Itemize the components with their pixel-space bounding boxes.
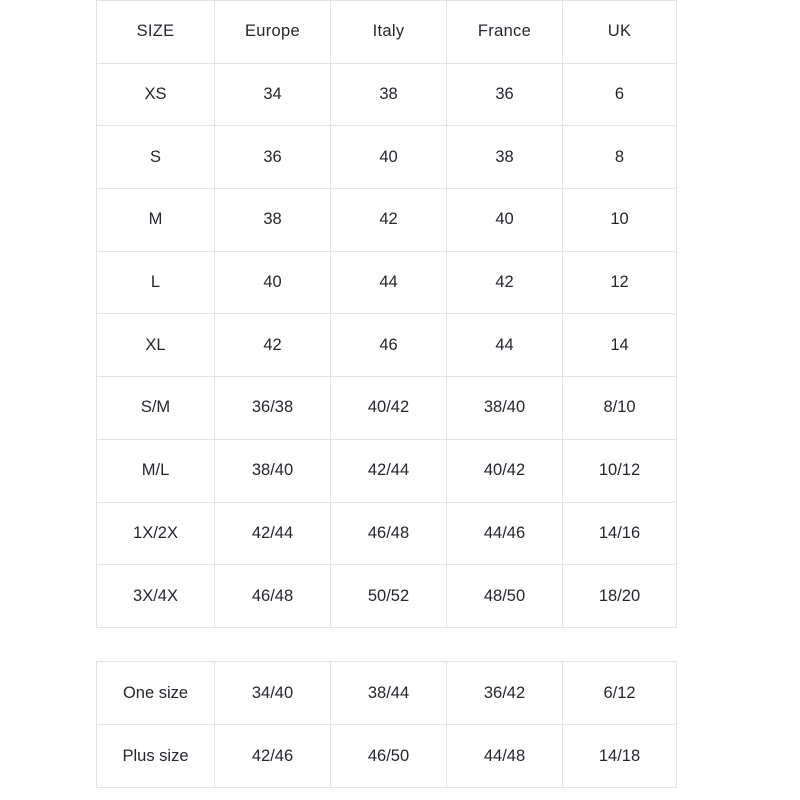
table-row xyxy=(97,565,677,628)
column-header-size: SIZE xyxy=(97,1,215,64)
cell-france: 44/46 xyxy=(447,502,563,565)
cell-uk: 18/20 xyxy=(563,565,677,628)
table-row xyxy=(97,725,677,788)
cell-uk: 14 xyxy=(563,314,677,377)
cell-europe: 40 xyxy=(215,251,331,314)
table-row xyxy=(97,251,677,314)
row-label: One size xyxy=(97,662,215,725)
cell-europe: 36 xyxy=(215,126,331,189)
row-label: L xyxy=(97,251,215,314)
cell-france: 44 xyxy=(447,314,563,377)
column-header-europe: Europe xyxy=(215,1,331,64)
cell-france: 36 xyxy=(447,63,563,126)
cell-france: 40/42 xyxy=(447,439,563,502)
cell-italy: 38 xyxy=(331,63,447,126)
column-header-uk: UK xyxy=(563,1,677,64)
cell-france: 44/48 xyxy=(447,725,563,788)
cell-italy: 40 xyxy=(331,126,447,189)
table-header-row xyxy=(97,1,677,64)
cell-italy: 46 xyxy=(331,314,447,377)
cell-europe: 38/40 xyxy=(215,439,331,502)
cell-france: 48/50 xyxy=(447,565,563,628)
cell-europe: 42 xyxy=(215,314,331,377)
cell-uk: 8 xyxy=(563,126,677,189)
cell-uk: 10 xyxy=(563,189,677,252)
secondary-size-table xyxy=(96,661,677,788)
cell-italy: 42 xyxy=(331,189,447,252)
table-row xyxy=(97,502,677,565)
table-row xyxy=(97,377,677,440)
cell-france: 38 xyxy=(447,126,563,189)
cell-uk: 6 xyxy=(563,63,677,126)
cell-italy: 40/42 xyxy=(331,377,447,440)
column-header-italy: Italy xyxy=(331,1,447,64)
cell-europe: 42/44 xyxy=(215,502,331,565)
cell-europe: 34/40 xyxy=(215,662,331,725)
cell-europe: 36/38 xyxy=(215,377,331,440)
cell-italy: 44 xyxy=(331,251,447,314)
cell-uk: 10/12 xyxy=(563,439,677,502)
cell-france: 40 xyxy=(447,189,563,252)
cell-france: 42 xyxy=(447,251,563,314)
cell-uk: 14/16 xyxy=(563,502,677,565)
cell-italy: 46/48 xyxy=(331,502,447,565)
column-header-france: France xyxy=(447,1,563,64)
cell-uk: 12 xyxy=(563,251,677,314)
row-label: XL xyxy=(97,314,215,377)
cell-europe: 42/46 xyxy=(215,725,331,788)
table-row xyxy=(97,662,677,725)
main-size-table xyxy=(96,0,677,628)
cell-europe: 34 xyxy=(215,63,331,126)
row-label: XS xyxy=(97,63,215,126)
main-size-table-container xyxy=(96,0,676,628)
cell-italy: 46/50 xyxy=(331,725,447,788)
cell-europe: 46/48 xyxy=(215,565,331,628)
row-label: M/L xyxy=(97,439,215,502)
row-label: S/M xyxy=(97,377,215,440)
table-row xyxy=(97,126,677,189)
cell-italy: 38/44 xyxy=(331,662,447,725)
row-label: Plus size xyxy=(97,725,215,788)
cell-uk: 6/12 xyxy=(563,662,677,725)
cell-italy: 50/52 xyxy=(331,565,447,628)
table-row xyxy=(97,63,677,126)
cell-france: 38/40 xyxy=(447,377,563,440)
row-label: M xyxy=(97,189,215,252)
cell-italy: 42/44 xyxy=(331,439,447,502)
table-row xyxy=(97,189,677,252)
row-label: 1X/2X xyxy=(97,502,215,565)
cell-france: 36/42 xyxy=(447,662,563,725)
table-row xyxy=(97,439,677,502)
secondary-size-table-container xyxy=(96,661,676,788)
table-row xyxy=(97,314,677,377)
cell-uk: 14/18 xyxy=(563,725,677,788)
row-label: S xyxy=(97,126,215,189)
row-label: 3X/4X xyxy=(97,565,215,628)
cell-uk: 8/10 xyxy=(563,377,677,440)
cell-europe: 38 xyxy=(215,189,331,252)
